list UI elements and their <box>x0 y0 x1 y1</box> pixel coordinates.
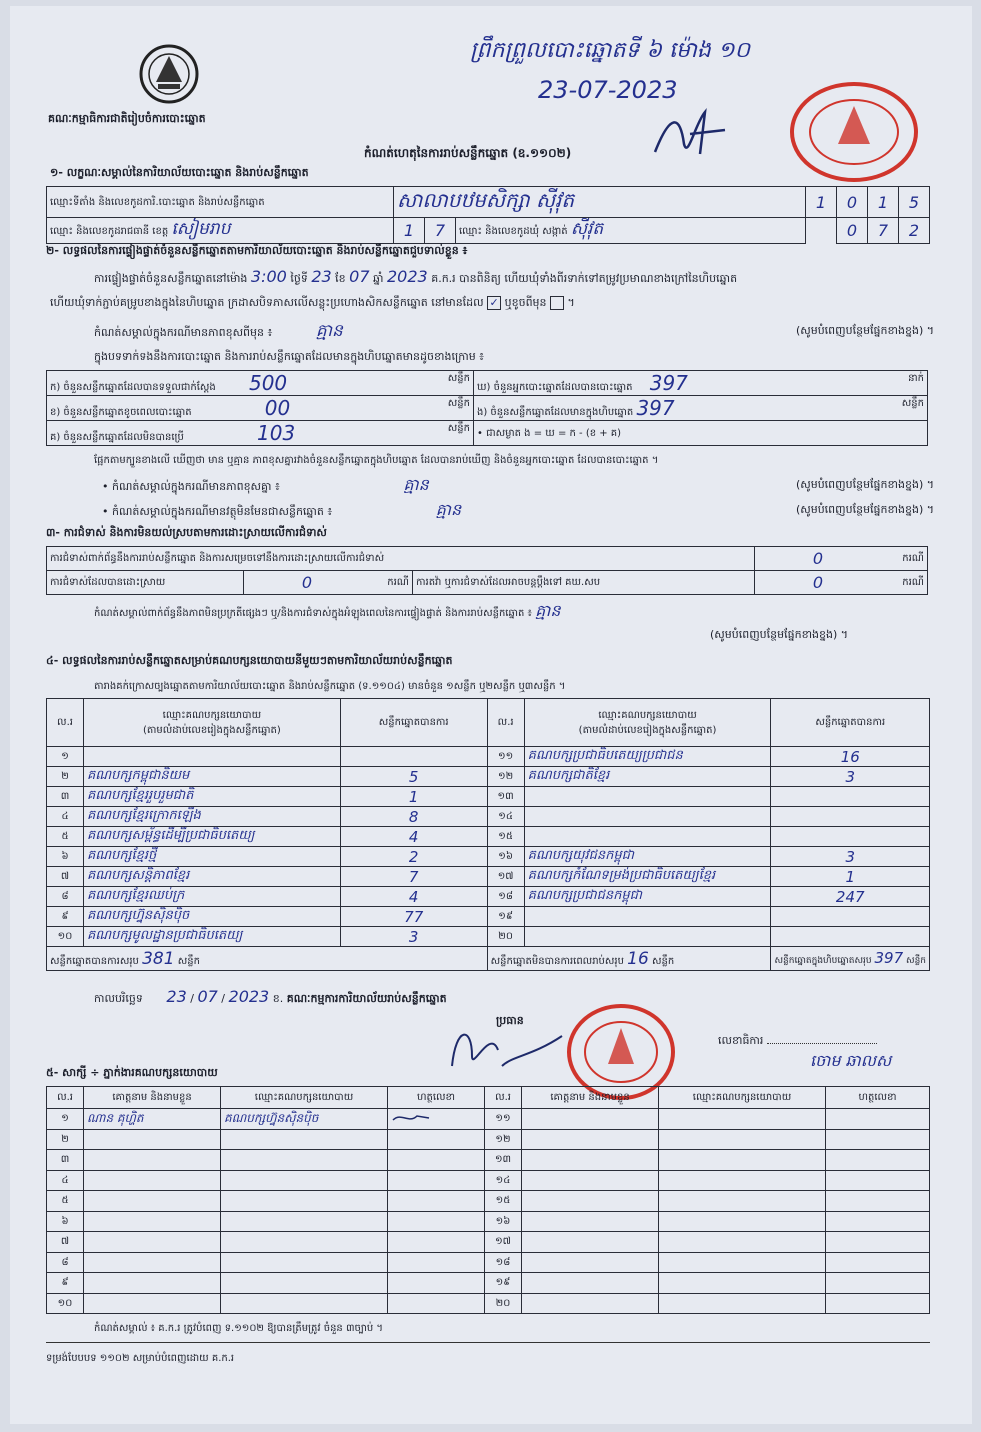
witness-row <box>47 1293 930 1314</box>
result-party <box>524 927 771 947</box>
objection-row3-label: ការតវ៉ា ឬការជំទាស់ដែលអាចបន្តប្តឹងទៅ គឃ.សប <box>413 571 755 595</box>
witness-party <box>221 1273 388 1294</box>
witness-row <box>47 1170 930 1191</box>
note3-value: គ្មាន <box>435 500 462 519</box>
witness-no: ១៥ <box>485 1191 522 1212</box>
result-party: គណបក្សខ្មែរឈប់ក្រ <box>83 887 340 907</box>
witness-signature <box>826 1273 930 1294</box>
discrepancy-check: ផ្អែកតាមក្បួនខាងលើ ឃើញថា មាន ឬគ្មាន ភាពខុសគ្នារវាងចំនួនសន្លឹកឆ្នោតក្នុងហិបឆ្នោត ដែលបានរាប់ឃើញ និងចំនួនអ្នកបោះឆ្នោត ដែលបានបោះឆ្នោត ។ <box>94 455 659 466</box>
result-votes: 4 <box>340 827 487 847</box>
result-votes: 3 <box>771 847 930 867</box>
result-no: ៥ <box>47 827 84 847</box>
witness-party <box>221 1129 388 1150</box>
result-party: គណបក្សហ្វ៊ុនស៊ិនប៉ិច <box>83 907 340 927</box>
objection-note: កំណត់សម្គាល់ពាក់ព័ន្ធនឹងភាពមិនប្រក្រតីផ្សេងៗ ឬ/និងការជំទាស់ក្នុងអំឡុងពេលនៃការផ្ទៀងផ្ទាត់ និងការរាប់សន្លឹកឆ្នោត ៖ គ្មាន <box>94 601 561 620</box>
station-code-2: 0 <box>837 187 868 218</box>
station-code-3: 1 <box>868 187 899 218</box>
result-party <box>524 827 771 847</box>
witness-name <box>84 1273 221 1294</box>
result-no: ២ <box>47 767 84 787</box>
province-value: សៀមរាប <box>171 219 231 239</box>
a-value: 500 <box>248 371 288 395</box>
witness-no: ៨ <box>47 1252 84 1273</box>
witness-no: ៤ <box>47 1170 84 1191</box>
result-no: ៣ <box>47 787 84 807</box>
witness-no: ១៧ <box>485 1232 522 1253</box>
result-no: ១៧ <box>487 867 524 887</box>
result-party: គណបក្សកំណែទម្រង់ប្រជាធិបតេយ្យខ្មែរ <box>524 867 771 887</box>
result-party: គណបក្សសម្ព័ន្ធដើម្បីប្រជាធិបតេយ្យ <box>83 827 340 847</box>
result-no: ១៣ <box>487 787 524 807</box>
result-party: គណបក្សសន្តិភាពខ្មែរ <box>83 867 340 887</box>
result-votes: 5 <box>340 767 487 787</box>
witness-row <box>47 1150 930 1171</box>
witness-signature <box>388 1211 485 1232</box>
witness-party <box>221 1150 388 1171</box>
section4-heading: ៤- លទ្ធផលនៃការរាប់សន្លឹកឆ្នោតសម្រាប់គណបក្សនយោបាយនីមួយៗតាមការិយាល័យរាប់សន្លឹកឆ្នោត <box>46 654 453 667</box>
witness-party <box>659 1293 826 1314</box>
witness-no: ១៣ <box>485 1150 522 1171</box>
note3-line: • កំណត់សម្គាល់ក្នុងករណីមានវត្ថុមិនមែនជាសន្លឹកឆ្នោត ៖ គ្មាន (សូមបំពេញបន្ថែមផ្នែកខាងខ្នង) ។ <box>102 500 934 519</box>
result-party: គណបក្សជាតិខ្មែរ <box>524 767 771 787</box>
results-header-row: ល.រ ឈ្មោះគណបក្សនយោបាយ (តាមលំដាប់លេខរៀងក្នុងសន្លឹកឆ្នោត) សន្លឹកឆ្នោតបានការ ល.រ ឈ្មោះគណបក្សនយោបាយ (តាមលំដាប់លេខរៀងក្នុងសន្លឹកឆ្នោត) សន្លឹកឆ្នោតបានការ <box>47 699 930 747</box>
witness-name <box>84 1293 221 1314</box>
result-no: ១០ <box>47 927 84 947</box>
result-votes <box>771 927 930 947</box>
result-votes: 247 <box>771 887 930 907</box>
station-value: សាលាបឋមសិក្សា ស៊ីវុត <box>394 187 806 218</box>
witness-name <box>84 1150 221 1171</box>
witness-signature <box>388 1232 485 1253</box>
results-total-row: សន្លឹកឆ្នោតបានការសរុប 381 សន្លឹក សន្លឹកឆ្នោតមិនបានការពេលរាប់សរុប 16 សន្លឹក សន្លឹកឆ្នោតក្នុងហិបឆ្នោតសរុប 397 សន្លឹក <box>47 947 930 971</box>
witness-row <box>47 1273 930 1294</box>
witness-no: ១៨ <box>485 1252 522 1273</box>
witness-no: ១៩ <box>485 1273 522 1294</box>
result-votes <box>771 787 930 807</box>
c-value: 103 <box>257 421 296 445</box>
witness-signature <box>388 1293 485 1314</box>
result-no: ១៥ <box>487 827 524 847</box>
witness-signature <box>826 1252 930 1273</box>
witness-row <box>47 1232 930 1253</box>
result-votes: 77 <box>340 907 487 927</box>
witness-party <box>659 1252 826 1273</box>
result-no: ២០ <box>487 927 524 947</box>
result-no: ៦ <box>47 847 84 867</box>
witness-row <box>47 1252 930 1273</box>
witness-row <box>47 1129 930 1150</box>
witness-no: ១៤ <box>485 1170 522 1191</box>
result-party <box>83 747 340 767</box>
handwritten-date: 23-07-2023 <box>538 76 678 104</box>
objection-fill-hint: (សូមបំពេញបន្ថែមផ្នែកខាងខ្នង) ។ <box>710 628 849 641</box>
witness-no: ២ <box>47 1129 84 1150</box>
commune-code-2: 7 <box>868 218 899 244</box>
objection-note-value: គ្មាន <box>535 601 561 620</box>
e-value: 397 <box>636 396 675 420</box>
result-no: ១៦ <box>487 847 524 867</box>
witness-no: ៧ <box>47 1232 84 1253</box>
section1-table <box>46 186 930 244</box>
result-no: ១៨ <box>487 887 524 907</box>
ballot-table-intro: ក្នុងបទទាក់ទងនឹងការបោះឆ្នោត និងការរាប់សន្លឹកឆ្នោតដែលមានក្នុងហិបឆ្នោតមានដូចខាងក្រោម ៖ <box>94 350 485 363</box>
objection-table: ការជំទាស់ពាក់ព័ន្ធនឹងការរាប់សន្លឹកឆ្នោត និងការសម្រេចទៅនឹងការដោះស្រាយលើការជំទាស់ 0 ករណី ការជំទាស់ដែលបានដោះស្រាយ 0 ករណី ការតវ៉ា ឬការជំទាស់ដែលអាចបន្តប្តឹងទៅ គឃ.សប 0 ករណី <box>46 546 928 595</box>
witness-party <box>221 1252 388 1273</box>
witness-signature-mark <box>391 1110 431 1124</box>
objection-row1-label: ការជំទាស់ពាក់ព័ន្ធនឹងការរាប់សន្លឹកឆ្នោត និងការសម្រេចទៅនឹងការដោះស្រាយលើការជំទាស់ <box>47 547 755 571</box>
objection-row1-value: 0 <box>755 547 882 571</box>
section1-heading: ១- លក្ខណៈសម្គាល់នៃការិយាល័យបោះឆ្នោត និងរាប់សន្លឹកឆ្នោត <box>50 166 309 179</box>
total-invalid: 16 <box>627 948 649 969</box>
result-no: ១ <box>47 747 84 767</box>
witness-no: ២០ <box>485 1293 522 1314</box>
chair-signature <box>442 1016 572 1076</box>
result-votes: 1 <box>771 867 930 887</box>
witness-name <box>522 1252 659 1273</box>
section2-heading: ២- លទ្ធផលនៃការផ្ទៀងផ្ទាត់ចំនួនសន្លឹកឆ្នោតតាមការិយាល័យបោះឆ្នោត និងរាប់សន្លឹកឆ្នោតជួបទាល់ខ្លួន ៖ <box>46 244 468 257</box>
witness-no: ១ <box>47 1109 84 1130</box>
footer-divider <box>46 1342 930 1343</box>
result-row <box>47 847 930 867</box>
result-no: ១៩ <box>487 907 524 927</box>
witness-signature <box>826 1170 930 1191</box>
witness-header-row: ល.រ គោត្តនាម និងនាមខ្លួន ឈ្មោះគណបក្សនយោបាយ ហត្ថលេខា ល.រ គោត្តនាម និងនាមខ្លួន ឈ្មោះគណបក្សនយោបាយ ហត្ថលេខា <box>47 1087 930 1109</box>
document-page <box>10 6 972 1424</box>
witness-name: ណាន គុហ្ហិត <box>84 1109 221 1130</box>
section5-heading: ៥- សាក្សី ÷ ភ្នាក់ងារគណបក្សនយោបាយ <box>46 1066 218 1079</box>
witness-no: ៦ <box>47 1211 84 1232</box>
result-party: គណបក្សកម្ពុជានិយម <box>83 767 340 787</box>
witness-signature <box>388 1191 485 1212</box>
total-box: 397 <box>874 949 904 967</box>
form-note: ទម្រង់បែបបទ ១១០២ សម្រាប់បំពេញដោយ គ.ក.រ <box>46 1353 235 1364</box>
result-party: គណបក្សខ្មែរក្រោកឡើង <box>83 807 340 827</box>
witness-name <box>522 1150 659 1171</box>
witness-party <box>659 1273 826 1294</box>
chair-label: ប្រធាន <box>496 1014 524 1027</box>
commune-code-1: 0 <box>837 218 868 244</box>
objection-row2-label: ការជំទាស់ដែលបានដោះស្រាយ <box>47 571 244 595</box>
witness-party <box>221 1293 388 1314</box>
result-no: ៧ <box>47 867 84 887</box>
witness-signature <box>388 1109 485 1130</box>
verification-year: 2023 <box>387 267 428 286</box>
witness-signature <box>826 1191 930 1212</box>
witness-party <box>659 1170 826 1191</box>
witness-name <box>522 1109 659 1130</box>
result-party: គណបក្សយុវជនកម្ពុជា <box>524 847 771 867</box>
official-stamp-top <box>788 80 920 184</box>
section3-heading: ៣- ការជំទាស់ និងការមិនយល់ស្របតាមការដោះស្រាយលើការជំទាស់ <box>46 526 327 539</box>
witness-name <box>84 1252 221 1273</box>
seal-status-line: ហើយឃុំទាក់ភ្ជាប់គម្រូបខាងក្នុងនៃហិបឆ្នោត ក្រដាសបិទភាសលើសន្លុះប្រហោងសិកសន្លឹកឆ្នោត នៅមានដែល ✓ ឬខូចពីមុន ។ <box>50 296 575 309</box>
witness-party: គណបក្សហ្វ៊ុនស៊ិនប៉ិច <box>221 1109 388 1130</box>
result-row <box>47 867 930 887</box>
witness-no: ៣ <box>47 1150 84 1171</box>
result-row <box>47 827 930 847</box>
authority-name: គណៈកម្មាធិការជាតិរៀបចំការបោះឆ្នោត <box>48 112 206 125</box>
witness-table <box>46 1086 930 1314</box>
note1-line: កំណត់សម្គាល់ក្នុងករណីមានភាពខុសពីមុន ៖ គ្មាន (សូមបំពេញបន្ថែមផ្នែកខាងខ្នង) ។ <box>94 321 934 341</box>
witness-name <box>522 1170 659 1191</box>
note2-line: • កំណត់សម្គាល់ក្នុងករណីមានភាពខុសគ្នា ៖ គ្មាន (សូមបំពេញបន្ថែមផ្នែកខាងខ្នង) ។ <box>102 475 934 494</box>
witness-name <box>522 1273 659 1294</box>
witness-signature <box>826 1232 930 1253</box>
result-no: ១៤ <box>487 807 524 827</box>
witness-signature <box>388 1129 485 1150</box>
witness-no: ១២ <box>485 1129 522 1150</box>
witness-party <box>221 1191 388 1212</box>
province-code-1: 1 <box>394 218 425 244</box>
form-title: កំណត់ហេតុនៃការរាប់សន្លឹកឆ្នោត (ឧ.១១០២) <box>364 146 572 160</box>
witness-party <box>659 1150 826 1171</box>
witness-name <box>522 1293 659 1314</box>
d-value: 397 <box>649 371 688 395</box>
row-b: ខ) ចំនួនសន្លឹកឆ្នោតខូចពេលបោះឆ្នោត 00 សន្លឹក <box>47 396 474 421</box>
result-party: គណបក្សប្រជាជនកម្ពុជា <box>524 887 771 907</box>
footnote: កំណត់សម្គាល់ ៖ គ.ក.រ ត្រូវបំពេញ ទ.១១០២ ឱ្យបានត្រឹមត្រូវ ចំនួន ៣ច្បាប់ ។ <box>94 1323 383 1334</box>
result-no: ១១ <box>487 747 524 767</box>
witness-name <box>522 1211 659 1232</box>
result-row <box>47 907 930 927</box>
witness-row <box>47 1191 930 1212</box>
witness-party <box>221 1170 388 1191</box>
header-signature <box>650 104 730 164</box>
witness-signature <box>826 1129 930 1150</box>
witness-no: ១៦ <box>485 1211 522 1232</box>
witness-name <box>84 1232 221 1253</box>
damaged-checkbox[interactable] <box>550 296 564 310</box>
witness-signature <box>388 1273 485 1294</box>
result-votes: 2 <box>340 847 487 867</box>
secretary-line: លេខាធិការ <box>718 1034 877 1048</box>
witness-name <box>84 1129 221 1150</box>
witness-party <box>221 1211 388 1232</box>
witness-signature <box>826 1293 930 1314</box>
witness-party <box>659 1129 826 1150</box>
result-party <box>524 907 771 927</box>
result-votes <box>771 827 930 847</box>
row-c: គ) ចំនួនសន្លឹកឆ្នោតដែលមិនបានប្រើ 103 សន្លឹក <box>47 421 474 446</box>
result-party <box>524 787 771 807</box>
total-valid: 381 <box>142 948 175 969</box>
result-votes: 1 <box>340 787 487 807</box>
result-party: គណបក្សខ្មែរថ្មី <box>83 847 340 867</box>
witness-party <box>659 1191 826 1212</box>
result-votes: 8 <box>340 807 487 827</box>
result-party: គណបក្សខ្មែររួបរួមជាតិ <box>83 787 340 807</box>
result-votes: 7 <box>340 867 487 887</box>
verification-line: ការផ្ទៀងផ្ទាត់ចំនួនសន្លឹកឆ្នោតនៅម៉ោង 3:00 ថ្ងៃទី 23 ខែ 07 ឆ្នាំ 2023 គ.ក.រ បានពិនិត្យ ហើយឃុំទាំងពីរទាក់ទៅតម្រូវប្រមាណខាងក្រៅនៃហិបឆ្នោត <box>94 267 738 286</box>
witness-row <box>47 1211 930 1232</box>
province-label: ឈ្មោះ និងលេខកូដរាជធានី ខេត្ត សៀមរាប <box>47 218 394 244</box>
formula: • ជាសម្ងាត ង = ឃ = ក - (ខ + គ) <box>474 421 928 446</box>
result-votes: 16 <box>771 747 930 767</box>
witness-party <box>659 1232 826 1253</box>
result-row <box>47 787 930 807</box>
nec-emblem-logo <box>128 42 210 106</box>
witness-party <box>659 1211 826 1232</box>
party-results-table <box>46 698 930 971</box>
verification-month: 07 <box>349 267 370 286</box>
secretary-name: ចោម ឆាលស <box>810 1051 892 1070</box>
objection-row3-value: 0 <box>755 571 882 595</box>
row-e: ង) ចំនួនសន្លឹកឆ្នោតដែលមានក្នុងហិបឆ្នោត 397 សន្លឹក <box>474 396 928 421</box>
result-no: ៩ <box>47 907 84 927</box>
witness-name <box>84 1211 221 1232</box>
result-votes <box>771 807 930 827</box>
witness-signature <box>388 1150 485 1171</box>
b-value: 00 <box>264 396 291 420</box>
province-code-2: 7 <box>425 218 456 244</box>
result-party <box>524 807 771 827</box>
ballot-count-table <box>46 370 928 446</box>
section4-intro: តារាងគក់ក្រោសច្បងឆ្នោតតាមការិយាល័យបោះឆ្នោត និងរាប់សន្លឹកឆ្នោត (ទ.១១០៤) មានចំនួន ១សន្លឹក ឬ២សន្លឹក ឬ៣សន្លឹក ។ <box>94 681 566 692</box>
note2-value: គ្មាន <box>403 475 429 494</box>
result-row <box>47 767 930 787</box>
witness-signature <box>826 1211 930 1232</box>
result-votes: 3 <box>340 927 487 947</box>
verification-time: 3:00 <box>250 267 287 286</box>
commune-label: ឈ្មោះ និងលេខកូដឃុំ សង្កាត់ ស៊ីវុត <box>456 218 806 244</box>
witness-signature <box>826 1109 930 1130</box>
result-no: ៤ <box>47 807 84 827</box>
handwritten-note: ព្រឹកព្រួលបោះឆ្នោតទី ៦ ម៉ោង ១០ <box>470 38 751 63</box>
intact-checkbox[interactable]: ✓ <box>487 296 501 310</box>
result-votes <box>340 747 487 767</box>
result-votes: 4 <box>340 887 487 907</box>
verification-day: 23 <box>311 267 332 286</box>
station-label: ឈ្មោះទីតាំង និងលេខកូដការិ.បោះឆ្នោត និងរាប់សន្លឹកឆ្នោត <box>47 187 394 218</box>
witness-name <box>522 1129 659 1150</box>
station-code-1: 1 <box>806 187 837 218</box>
commune-value: ស៊ីវុត <box>570 219 604 239</box>
witness-no: ៥ <box>47 1191 84 1212</box>
station-code-4: 5 <box>899 187 930 218</box>
result-date-line: កាលបរិច្ឆេទ 23 / 07 / 2023 ខ. គណៈកម្មការការិយាល័យរាប់សន្លឹកឆ្នោត <box>94 987 447 1006</box>
witness-party <box>221 1232 388 1253</box>
objection-row2-value: 0 <box>244 571 371 595</box>
witness-name <box>84 1170 221 1191</box>
witness-row <box>47 1109 930 1130</box>
commune-code-3: 2 <box>899 218 930 244</box>
witness-signature <box>826 1150 930 1171</box>
witness-signature <box>388 1170 485 1191</box>
witness-party <box>659 1109 826 1130</box>
witness-no: ៩ <box>47 1273 84 1294</box>
result-votes: 3 <box>771 767 930 787</box>
result-votes <box>771 907 930 927</box>
witness-name <box>522 1232 659 1253</box>
witness-name <box>84 1191 221 1212</box>
result-row <box>47 747 930 767</box>
witness-no: ១០ <box>47 1293 84 1314</box>
result-row <box>47 807 930 827</box>
result-no: ៨ <box>47 887 84 907</box>
result-row <box>47 927 930 947</box>
result-row <box>47 887 930 907</box>
result-party: គណបក្សប្រជាធិបតេយ្យប្រជាជន <box>524 747 771 767</box>
row-a: ក) ចំនួនសន្លឹកឆ្នោតដែលបានទទួលជាក់ស្តែង 500 សន្លឹក <box>47 371 474 396</box>
witness-no: ១១ <box>485 1109 522 1130</box>
witness-name <box>522 1191 659 1212</box>
result-no: ១២ <box>487 767 524 787</box>
witness-signature <box>388 1252 485 1273</box>
row-d: ឃ) ចំនួនអ្នកបោះឆ្នោតដែលបានបោះឆ្នោត 397 នាក់ <box>474 371 928 396</box>
result-party: គណបក្សមូលដ្ឋានប្រជាធិបតេយ្យ <box>83 927 340 947</box>
note1-value: គ្មាន <box>315 321 343 341</box>
